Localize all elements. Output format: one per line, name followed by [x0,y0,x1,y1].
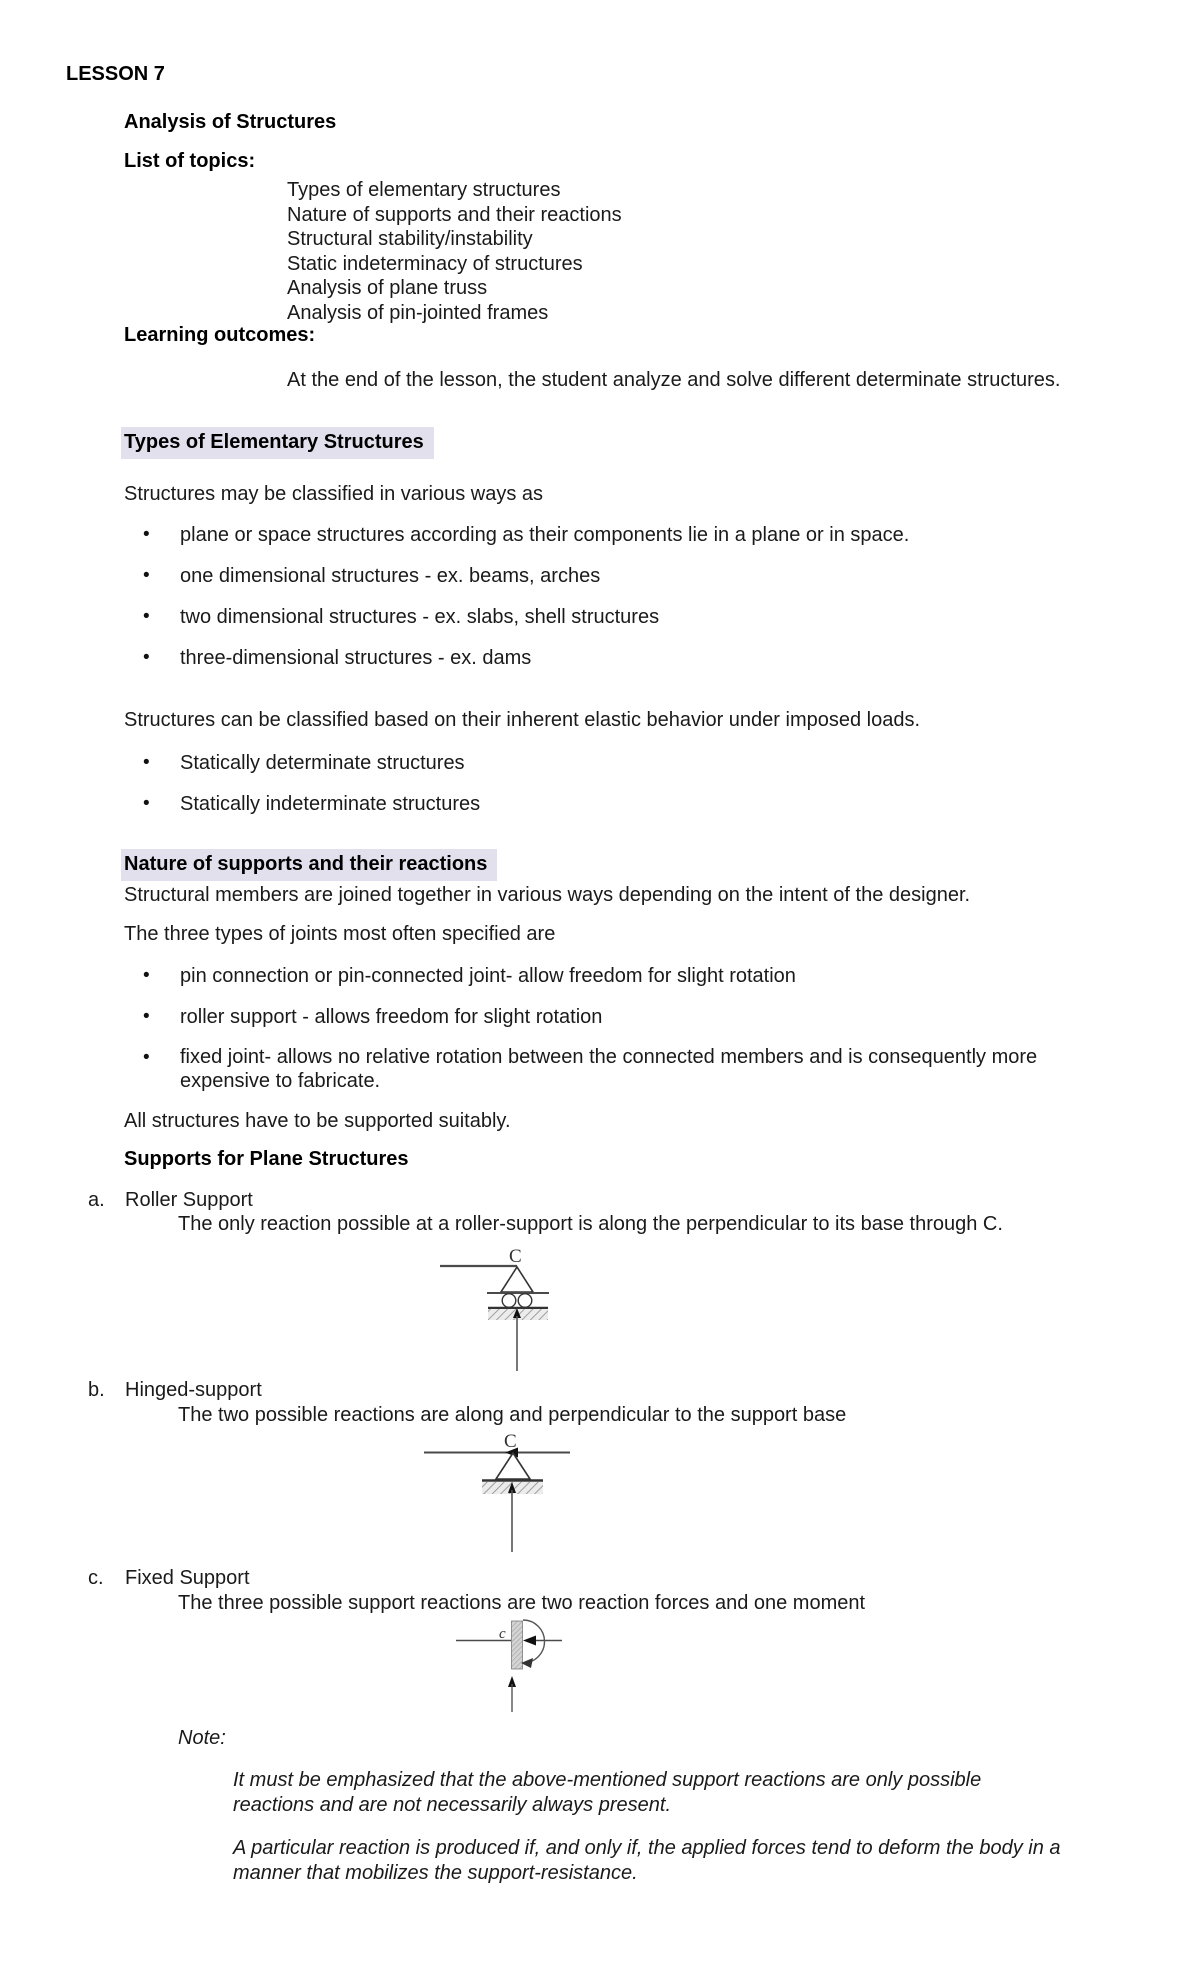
topic-item: Analysis of pin-jointed frames [287,301,549,324]
learning-outcome-text: At the end of the lesson, the student analyze and solve different determinate structures. [287,369,1061,391]
support-description-a: The only reaction possible at a roller-support is along the perpendicular to its base through C. [178,1213,1003,1235]
section-heading-nature-wrap [121,852,497,876]
note-paragraph-2 [233,1836,1061,1886]
support-item-title: Fixed Support [125,1567,250,1589]
nature-paragraph-1: Structural members are joined together in various ways depending on the intent of the designer. [124,884,971,906]
support-item-a [88,1188,253,1212]
support-item-letter: a. [88,1189,105,1211]
subheading-supports: Supports for Plane Structures [124,1148,409,1170]
support-item-c [88,1566,250,1590]
note-line: reactions and are not necessarily always present. [233,1794,672,1816]
support-description-c: The three possible support reactions are two reaction forces and one moment [178,1592,866,1614]
bullet-item: • three-dimensional structures - ex. dams [143,646,1163,670]
note-label: Note: [178,1727,226,1749]
bullet-item: • Statically indeterminate structures [143,792,1163,816]
support-item-b [88,1378,262,1402]
roller-circle [502,1294,516,1308]
list-of-topics-label: List of topics: [124,150,256,172]
bullet-item: • one dimensional structures - ex. beams, arches [143,564,1163,588]
joints-bullet-list [143,964,1163,1093]
support-description-b: The two possible reactions are along and perpendicular to the support base [178,1404,847,1426]
support-item-letter: c. [88,1567,104,1589]
bullet-line: • fixed joint- allows no relative rotation between the connected members and is consequently more [180,1046,1038,1068]
topic-item: Static indeterminacy of structures [287,252,583,275]
topic-item: Structural stability/instability [287,228,533,251]
horizontal-reaction-arrowhead [523,1636,536,1646]
note-line: A particular reaction is produced if, and only if, the applied forces tend to deform the body in a [233,1837,1061,1859]
diagram-label-c: C [504,1431,517,1452]
diagram-label-c: c [499,1626,506,1642]
triangle-symbol [496,1453,530,1479]
subtitle: Analysis of Structures [124,111,337,133]
nature-paragraph-3: All structures have to be supported suitably. [124,1110,511,1132]
note-line: It must be emphasized that the above-mentioned support reactions are only possible [233,1769,982,1791]
lesson-title: LESSON 7 [66,63,165,85]
bullet-line: expensive to fabricate. [180,1069,381,1092]
support-item-title: Roller Support [125,1189,253,1211]
support-item-letter: b. [88,1379,105,1401]
bullet-item [143,1046,1163,1093]
bullet-item: • pin connection or pin-connected joint- allow freedom for slight rotation [143,964,1163,988]
section-heading-nature: Nature of supports and their reactions [121,849,497,881]
bullet-item: • Statically determinate structures [143,751,1163,775]
topics-list [287,178,622,326]
determinacy-bullet-list [143,751,1163,816]
support-item-title: Hinged-support [125,1379,262,1401]
bullet-item: • plane or space structures according as their components lie in a plane or in space. [143,523,1163,547]
bullet-item: • two dimensional structures - ex. slabs, shell structures [143,605,1163,629]
note-line: manner that mobilizes the support-resistance. [233,1862,638,1884]
topic-item: Nature of supports and their reactions [287,203,622,226]
types-bullet-list [143,523,1163,670]
roller-support-diagram [420,1240,580,1376]
note-paragraph-1 [233,1768,981,1818]
topic-item: Types of elementary structures [287,179,561,201]
wall-bar [512,1621,523,1669]
section-heading-types-wrap [121,430,434,454]
topic-item: Analysis of plane truss [287,277,488,300]
roller-circle [518,1294,532,1308]
learning-outcomes-label: Learning outcomes: [124,324,316,346]
types-intro2-paragraph: Structures can be classified based on their inherent elastic behavior under imposed loads. [124,709,921,731]
triangle-symbol [501,1267,533,1292]
bullet-item: • roller support - allows freedom for slight rotation [143,1005,1163,1029]
types-intro-paragraph: Structures may be classified in various ways as [124,483,544,505]
nature-paragraph-2: The three types of joints most often specified are [124,923,556,945]
diagram-label-c: C [509,1246,522,1267]
section-heading-types: Types of Elementary Structures [121,427,434,459]
fixed-support-diagram [445,1612,580,1718]
hinged-support-diagram [410,1428,585,1558]
